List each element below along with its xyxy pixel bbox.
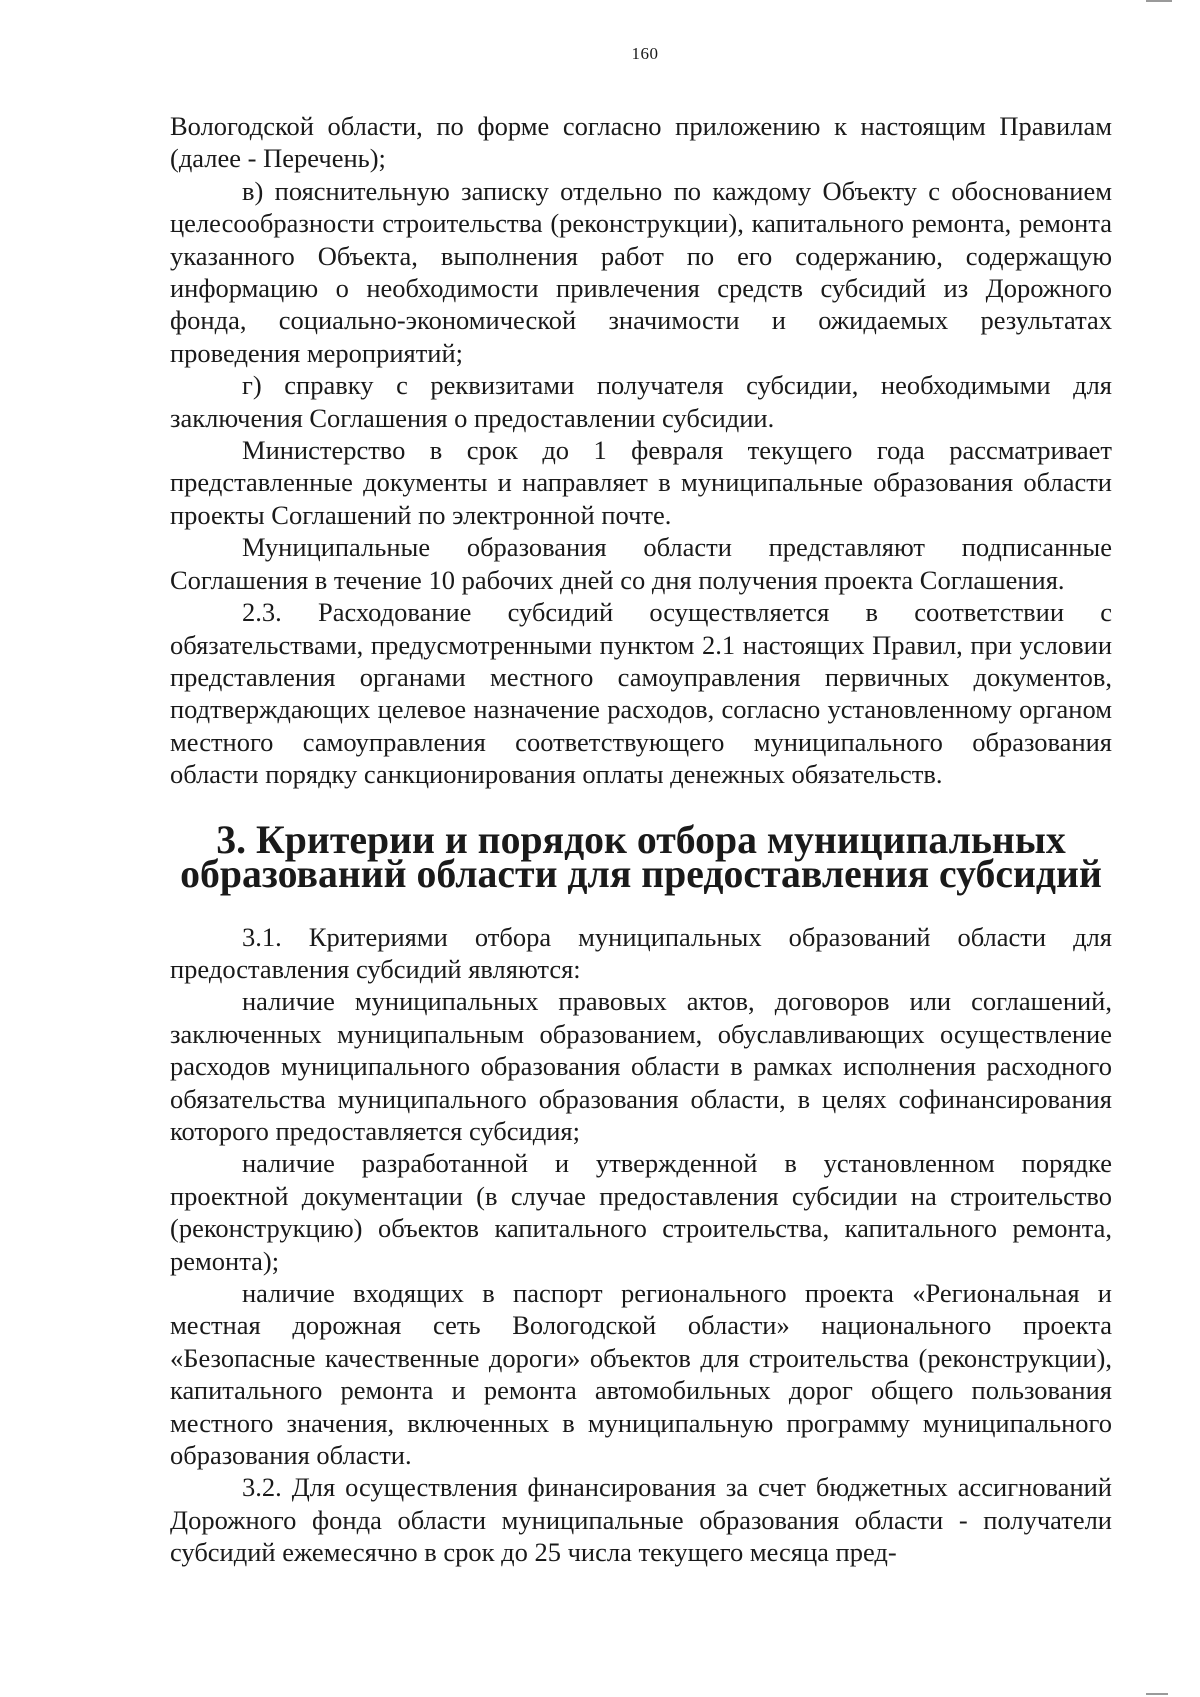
document-body	[170, 110, 1112, 1569]
paragraph: 2.3. Расходование субсидий осуществляется в соответствии с обязательствами, предусмотренными пунктом 2.1 настоящих Правил, при условии представления органами местного самоуправления первичных документов, подтверждающих целевое назначение расходов, согласно установленному органом местного самоуправления соответствующего муниципального образования области порядку санкционирования оплаты денежных обязательств.	[170, 597, 1112, 790]
paragraph: Муниципальные образования области представляют подписанные Соглашения в течение 10 рабочих дней со дня получения проекта Соглашения.	[170, 532, 1112, 595]
page-number: 160	[631, 44, 659, 63]
section-heading-line: образований области для предоставления субсидий	[180, 851, 1102, 896]
section-heading-line: 3. Критерии и порядок отбора муниципальных	[216, 817, 1066, 862]
paragraph: Вологодской области, по форме согласно приложению к настоящим Правилам (далее - Перечень);	[170, 111, 1112, 174]
paragraph: 3.2. Для осуществления финансирования за счет бюджетных ассигнований Дорожного фонда области муниципальные образования области - получатели субсидий ежемесячно в срок до 25 числа текущего месяца пред-	[170, 1472, 1112, 1568]
paragraph: 3.1. Критериями отбора муниципальных образований области для предоставления субсидий являются:	[170, 921, 1112, 984]
scan-artifact-top	[1146, 0, 1172, 2]
paragraph: наличие муниципальных правовых актов, договоров или соглашений, заключенных муниципальным образованием, обуславливающих осуществление расходов муниципального образования области в рамках исполнения расходного обязательства муниципального образования области, в целях софинансирования которого предоставляется субсидия;	[170, 986, 1112, 1146]
paragraph: г) справку с реквизитами получателя субсидии, необходимыми для заключения Соглашения о предоставлении субсидии.	[170, 370, 1112, 433]
scan-artifact-bottom	[1146, 1693, 1168, 1695]
paragraph: наличие входящих в паспорт регионального проекта «Региональная и местная дорожная сеть Вологодской области» национального проекта «Безопасные качественные дороги» объектов для строительства (реконструкции), капитального ремонта и ремонта автомобильных дорог общего пользования местного значения, включенных в муниципальную программу муниципального образования области.	[170, 1278, 1112, 1471]
section-heading	[170, 791, 1112, 921]
paragraph: наличие разработанной и утвержденной в установленном порядке проектной документации (в случае предоставления субсидии на строительство (реконструкцию) объектов капитального строительства, капитального ремонта, ремонта);	[170, 1148, 1112, 1276]
paragraph: в) пояснительную записку отдельно по каждому Объекту с обоснованием целесообразности строительства (реконструкции), капитального ремонта, ремонта указанного Объекта, выполнения работ по его содержанию, содержащую информацию о необходимости привлечения средств субсидий из Дорожного фонда, социально-экономической значимости и ожидаемых результатах проведения мероприятий;	[170, 175, 1112, 368]
paragraph: Министерство в срок до 1 февраля текущего года рассматривает представленные документы и направляет в муниципальные образования области проекты Соглашений по электронной почте.	[170, 435, 1112, 530]
